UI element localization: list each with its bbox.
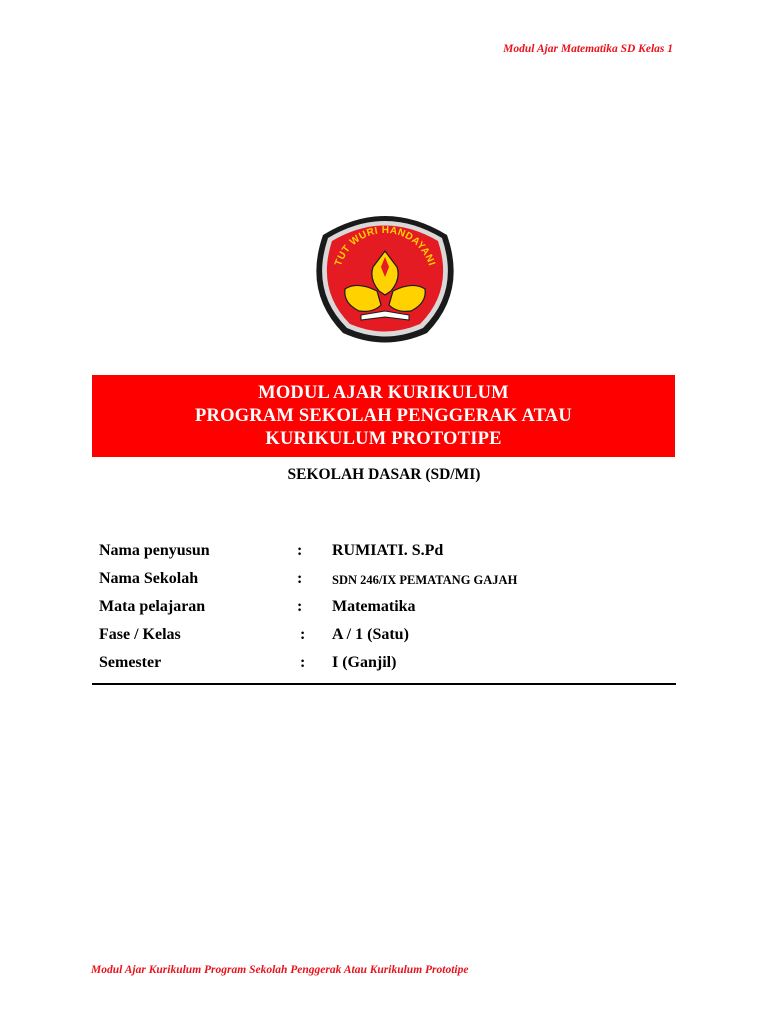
title-line-1: MODUL AJAR KURIKULUM [258, 383, 509, 403]
info-label: Nama penyusun [99, 542, 210, 559]
page-header: Modul Ajar Matematika SD Kelas 1 [503, 43, 673, 55]
info-row-nama-sekolah [99, 570, 659, 598]
info-label: Semester [99, 654, 162, 671]
tut-wuri-handayani-logo-icon [309, 207, 461, 347]
info-label: Nama Sekolah [99, 570, 199, 587]
info-value: RUMIATI. S.Pd [332, 542, 444, 559]
info-row-semester [99, 654, 659, 682]
info-label: Fase / Kelas [99, 626, 181, 643]
svg-text:TUT WURI HANDAYANI: TUT WURI HANDAYANI [333, 224, 437, 268]
info-separator: : [297, 570, 303, 587]
info-table [99, 542, 659, 682]
title-line-3: KURIKULUM PROTOTIPE [265, 429, 502, 449]
info-row-nama-penyusun [99, 542, 659, 570]
info-label: Mata pelajaran [99, 598, 206, 615]
info-separator: : [297, 598, 303, 615]
info-separator: : [300, 626, 306, 643]
page-footer: Modul Ajar Kurikulum Program Sekolah Penggerak Atau Kurikulum Prototipe [91, 964, 469, 976]
info-separator: : [297, 542, 303, 559]
info-value: Matematika [332, 598, 416, 615]
info-row-mata-pelajaran [99, 598, 659, 626]
info-divider [92, 683, 676, 685]
title-line-2: PROGRAM SEKOLAH PENGGERAK ATAU [195, 406, 572, 426]
info-row-fase-kelas [99, 626, 659, 654]
info-value: SDN 246/IX PEMATANG GAJAH [332, 573, 518, 587]
info-value: I (Ganjil) [332, 654, 397, 671]
document-title-box [92, 375, 675, 457]
info-separator: : [300, 654, 306, 671]
school-level-subtitle: SEKOLAH DASAR (SD/MI) [287, 466, 481, 483]
info-value: A / 1 (Satu) [332, 626, 409, 643]
